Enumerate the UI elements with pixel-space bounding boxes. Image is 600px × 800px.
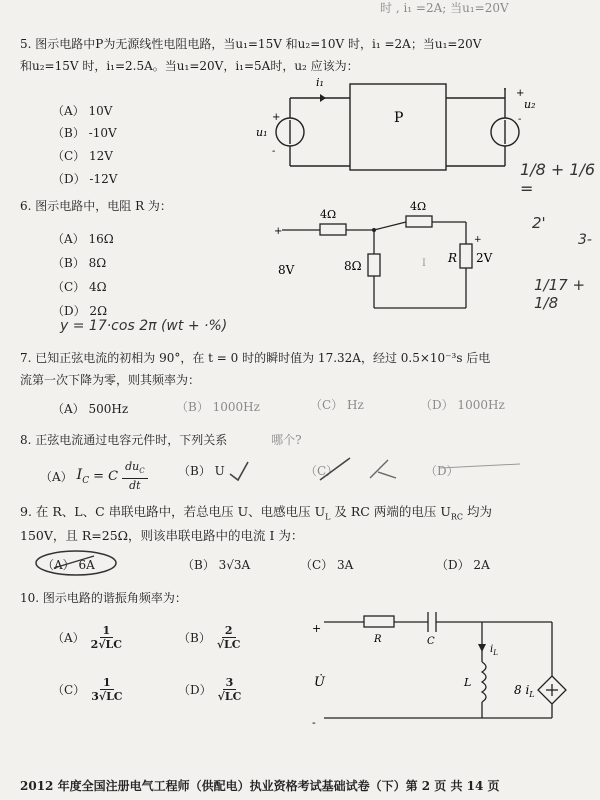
q10-option-c: （C） $\frac{1}{3√LC}$ [52,676,123,703]
q5-option-a: （A） 10V [52,104,113,118]
q8-formula-a-eq: = C [93,468,119,484]
q10-minus: - [312,716,316,729]
q6-r-plus: + [474,235,482,245]
q5-current-label: i₁ [316,76,324,89]
q7-handwritten-note: y = 17·cos 2π (wt + ·%) [60,318,228,334]
q5-line1: 5. 图示电路中P为无源线性电阻电路，当u₁=15V 和u₂=10V 时，i₁ =2A；当u₁=20V [20,37,482,51]
q8-option-b: （B） U [178,464,225,478]
q9-answer-circle [34,548,124,578]
q8-line1-faint: 哪个? [271,433,302,447]
q6-resistor-r [460,244,472,268]
q10-c-label: C [427,636,435,647]
q7-line2: 流第一次下降为零，则其频率为： [20,373,201,387]
q6-r-mid-label: 8Ω [344,259,362,273]
q8-formula-a-lhs: $I_C$ [76,466,90,486]
q10-plus: + [312,622,322,635]
q6-r-top-right-label: 4Ω [410,200,427,213]
q10-il-label: $i_L$ [490,644,498,657]
q6-option-d: （D） 2Ω [52,304,108,318]
q7-option-d: （D） 1000Hz [420,398,505,412]
q10-option-a: （A） $\frac{1}{2√LC}$ [52,624,123,651]
q6-r-label: R [448,251,458,265]
q6-resistor-top-right [406,216,432,227]
q5-option-b: （B） -10V [52,126,117,140]
q10-circuit [300,600,600,730]
margin-note-1: 1/8 + 1/6 = [520,160,596,198]
header-fragment: 时 , i₁ =2A; 当u₁=20V [380,1,509,15]
q9-option-b: （B） 3√3A [182,558,251,572]
q8-line1-text: 8. 正弦电流通过电容元件时，下列关系 [20,433,228,447]
q8-option-a-label: （A） [40,469,73,484]
q6-faint-current: I [422,258,426,269]
q10-dep-source-label: 8 $i_L$ [514,683,535,699]
q10-il-arrow [478,644,486,652]
q5-circuit [250,70,550,180]
q6-line1: 6. 图示电路中，电阻 R 为： [20,199,172,213]
q8-option-d: （D） [425,464,459,478]
q10-r-label: R [374,634,382,645]
q6-r-top-left-label: 4Ω [320,208,337,221]
margin-note-4: 1/17 + 1/8 [534,276,586,312]
q5-option-c: （C） 12V [52,149,113,163]
q6-option-b: （B） 8Ω [52,256,107,270]
q7-option-b: （B） 1000Hz [176,400,260,414]
q5-right-plus: + [516,88,525,99]
q9-line2: 150V，且 R=25Ω，则该串联电路中的电流 I 为： [20,528,304,543]
q5-current-arrow [320,94,326,102]
q5-line2: 和u₂=15V 时，i₁=2.5A。当u₁=20V，i₁=5A时，u₂ 应该为： [20,59,359,73]
q5-box-label: P [394,110,404,126]
q6-option-c: （C） 4Ω [52,280,107,294]
q8-pen-marks [220,450,540,490]
q10-line1: 10. 图示电路的谐振角频率为： [20,591,187,605]
q8-option-c: （C） [305,464,339,478]
margin-note-2: 2' [532,214,546,232]
q6-r-voltage-label: 2V [476,251,493,265]
page-footer: 2012 年度全国注册电气工程师（供配电）执业资格考试基础试卷（下）第 2 页 共 14 页 [20,779,500,793]
q6-resistor-top-left [320,224,346,235]
q10-option-d: （D） $\frac{3}{√LC}$ [178,676,242,703]
q5-right-minus: - [518,114,522,125]
q6-option-a: （A） 16Ω [52,232,114,246]
q9-option-d: （D） 2A [436,558,490,572]
q10-resistor [364,616,394,627]
q9-line1: 9. 在 R、L、C 串联电路中，若总电压 U、电感电压 $U_L$ 及 RC 两端的电压 $U_{RC}$ 均为 [20,504,492,522]
q6-resistor-mid [368,254,380,276]
q10-u-label: U̇ [314,675,325,690]
q7-line1: 7. 已知正弦电流的初相为 90°，在 t = 0 时的瞬时值为 17.32A，经过 0.5×10⁻³s 后电 [20,351,491,365]
q6-plus: + [274,226,283,237]
q8-formula-a-fraction: $\frac{du_C}{dt}$ [122,460,148,492]
q5-left-minus: - [272,146,276,157]
q5-left-plus: + [272,112,281,123]
q8-option-a [40,460,148,492]
q10-option-b: （B） $\frac{2}{√LC}$ [178,624,241,651]
q10-l-label: L [464,676,472,689]
q9-option-c: （C） 3A [300,558,354,572]
q7-option-c: （C） Hz [310,398,364,412]
q10-inductor [482,662,486,702]
margin-note-3: 3- [578,232,592,248]
q7-option-a: （A） 500Hz [52,402,129,416]
q8-line1 [20,432,302,448]
q6-source-label: 8V [278,263,295,277]
q9-option-a: （A） 6A [42,558,95,572]
q5-left-source-label: u₁ [256,126,268,139]
q5-p-box [350,84,446,170]
q5-right-source-label: u₂ [524,98,536,111]
q5-option-d: （D） -12V [52,172,118,186]
q6-circuit [270,196,510,320]
